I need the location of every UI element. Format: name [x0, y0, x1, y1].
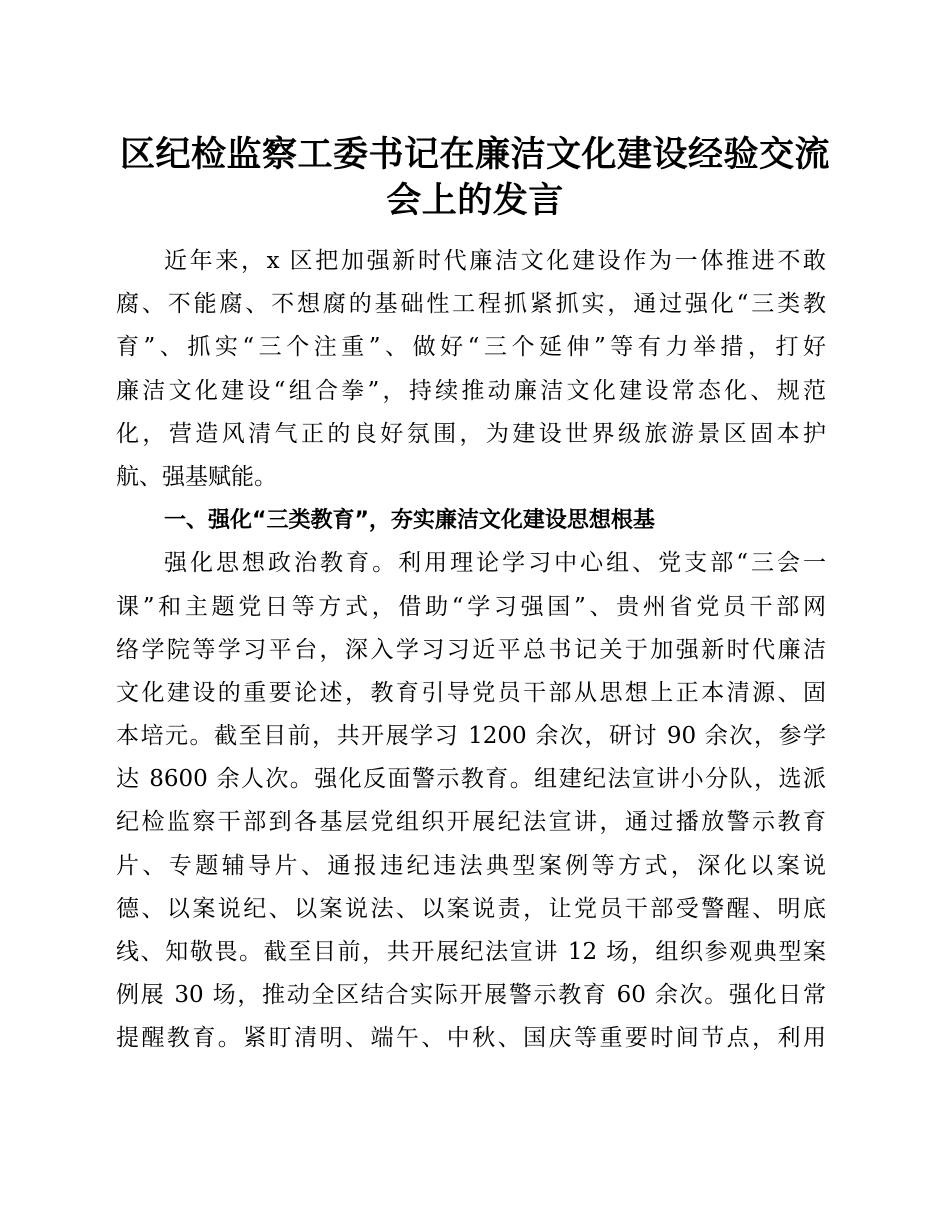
section1-paragraph: [116, 542, 826, 1060]
paragraph-line: 例展 30 场，推动全区结合实际开展警示教育 60 余次。强化日常: [116, 982, 826, 1009]
paragraph-line: 腐、不能腐、不想腐的基础性工程抓紧抓实，通过强化“三类教: [116, 291, 826, 318]
paragraph-line: 提醒教育。紧盯清明、端午、中秋、国庆等重要时间节点，利用: [116, 1025, 826, 1052]
document-title: [100, 132, 850, 224]
paragraph-line: 络学院等学习平台，深入学习习近平总书记关于加强新时代廉洁: [116, 636, 826, 663]
paragraph-line: 纪检监察干部到各基层党组织开展纪法宣讲，通过播放警示教育: [116, 809, 826, 836]
document-body: [116, 240, 826, 1061]
paragraph-line: 文化建设的重要论述，教育引导党员干部从思想上正本清源、固: [116, 679, 826, 706]
paragraph-line: 廉洁文化建设“组合拳”，持续推动廉洁文化建设常态化、规范: [116, 377, 826, 404]
paragraph-line: 课”和主题党日等方式，借助“学习强国”、贵州省党员干部网: [116, 593, 826, 620]
paragraph-line: 近年来，x 区把加强新时代廉洁文化建设作为一体推进不敢: [164, 248, 826, 274]
paragraph-line: 航、强基赋能。: [116, 463, 277, 490]
intro-paragraph: [116, 240, 826, 499]
paragraph-line: 片、专题辅导片、通报违纪违法典型案例等方式，深化以案说: [116, 852, 826, 879]
paragraph-line: 育”、抓实“三个注重”、做好“三个延伸”等有力举措，打好: [116, 334, 826, 361]
section-heading: 一、强化“三类教育”，夯实廉洁文化建设思想根基: [164, 508, 655, 534]
paragraph-line: 本培元。截至目前，共开展学习 1200 余次，研讨 90 余次，参学: [116, 723, 826, 750]
paragraph-line: 线、知敬畏。截至目前，共开展纪法宣讲 12 场，组织参观典型案: [116, 939, 826, 965]
paragraph-line: 化，营造风清气正的良好氛围，为建设世界级旅游景区固本护: [116, 420, 826, 447]
paragraph-line: 达 8600 余人次。强化反面警示教育。组建纪法宣讲小分队，选派: [116, 766, 826, 793]
paragraph-line: 德、以案说纪、以案说法、以案说责，让党员干部受警醒、明底: [116, 895, 826, 922]
title-line: 会上的发言: [386, 180, 564, 221]
paragraph-line: 强化思想政治教育。利用理论学习中心组、党支部“三会一: [164, 550, 826, 577]
title-line: 区纪检监察工委书记在廉洁文化建设经验交流: [119, 134, 830, 175]
